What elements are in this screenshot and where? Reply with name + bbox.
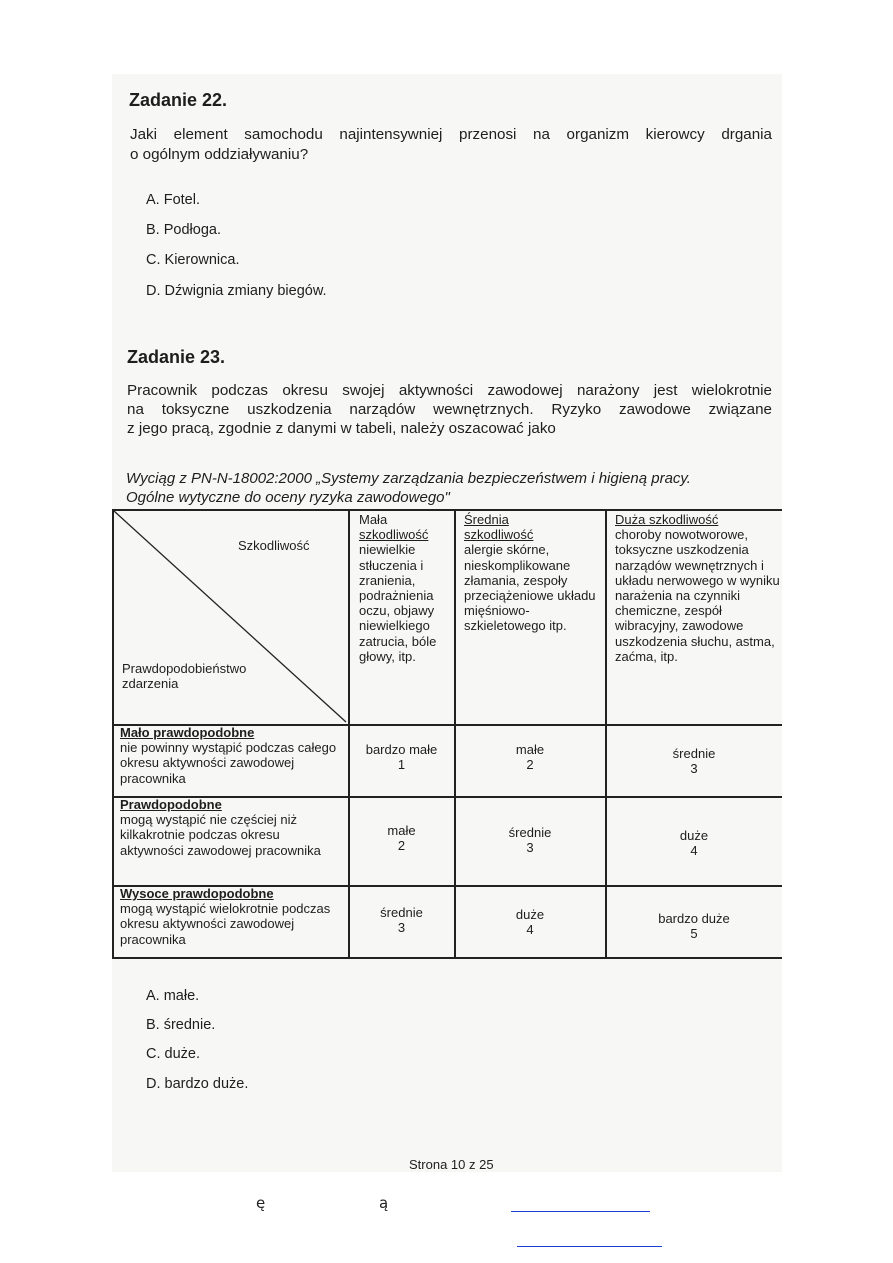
q22-question-line1: Jaki element samochodu najintensywniej przenosi na organizm kierowcy drgania (130, 126, 772, 143)
table-col-divider (605, 509, 607, 959)
corner-label-probability: Prawdopodobieństwo zdarzenia (122, 661, 247, 692)
link-underline[interactable] (511, 1211, 650, 1212)
risk-cell: małe 2 (515, 742, 545, 773)
risk-cell: małe 2 (387, 823, 416, 854)
row-title: Wysoce prawdopodobne (120, 886, 274, 901)
table-col-divider (454, 509, 456, 959)
stray-glyph: ą (379, 1194, 389, 1212)
table-source-line1: Wyciąg z PN-N-18002:2000 „Systemy zarządzania bezpieczeństwem i higieną pracy. (126, 470, 691, 487)
col-low-harm (359, 512, 451, 664)
col-medium-harm-title: Średnia (464, 512, 509, 527)
link-underline[interactable] (517, 1246, 662, 1247)
q22-question-line2: o ogólnym oddziaływaniu? (130, 146, 309, 163)
col-low-harm-title: szkodliwość (359, 527, 429, 543)
risk-cell: bardzo małe 1 (365, 742, 438, 773)
q23-option-c: C. duże. (146, 1046, 200, 1062)
row-desc: mogą wystąpić nie częściej niż kilkakrotnie podczas okresu aktywności zawodowej pracownika (120, 812, 321, 858)
col-medium-harm-title: szkodliwość (464, 527, 534, 543)
q23-title: Zadanie 23. (127, 347, 226, 367)
col-low-harm-desc: niewielkie stłuczenia i zranienia, podrażnienia oczu, objawy niewielkiego zatrucia, bóle głowy, itp. (359, 542, 437, 664)
col-high-harm-desc: choroby nowotworowe, toksyczne uszkodzenia narządów wewnętrznych i układu nerwowego w wyniku narażenia na czynniki chemiczne, zespół wibracyjny, zawodowe uszkodzenia słuchu, astma, zaćma, itp. (615, 527, 780, 664)
q22-option-d: D. Dźwignia zmiany biegów. (146, 283, 327, 299)
risk-cell: duże 4 (679, 828, 709, 859)
q23-question-line1: Pracownik podczas okresu swojej aktywności zawodowej narażony jest wielokrotnie (127, 382, 772, 399)
row-unlikely (120, 725, 346, 786)
risk-cell: duże 4 (515, 907, 545, 938)
col-high-harm (615, 512, 780, 664)
q23-question-line3: z jego pracą, zgodnie z danymi w tabeli, należy oszacować jako (127, 420, 556, 437)
q22-option-c: C. Kierownica. (146, 252, 240, 268)
table-source-line2: Ogólne wytyczne do oceny ryzyka zawodowego" (126, 489, 450, 506)
row-likely (120, 797, 346, 858)
row-desc: nie powinny wystąpić podczas całego okresu aktywności zawodowej pracownika (120, 740, 337, 786)
row-title: Mało prawdopodobne (120, 725, 255, 740)
q22-title: Zadanie 22. (129, 90, 228, 110)
stray-glyph: ę (256, 1194, 266, 1212)
risk-cell: średnie 3 (508, 825, 552, 856)
q22-option-b: B. Podłoga. (146, 222, 221, 238)
q23-question-line2: na toksyczne uszkodzenia narządów wewnętrznych. Ryzyko zawodowe związane (127, 401, 772, 418)
row-very-likely (120, 886, 346, 947)
risk-cell: bardzo duże 5 (658, 911, 730, 942)
q22-option-a: A. Fotel. (146, 192, 200, 208)
q23-option-b: B. średnie. (146, 1017, 216, 1033)
risk-table (112, 509, 782, 959)
col-medium-harm-desc: alergie skórne, nieskomplikowane złamania, zespoły przeciążeniowe układu mięśniowo-szkieletowego itp. (464, 542, 596, 634)
col-medium-harm (464, 512, 604, 634)
q23-option-a: A. małe. (146, 988, 200, 1004)
page-number: Strona 10 z 25 (409, 1157, 494, 1172)
col-low-harm-title: Mała (359, 512, 388, 527)
table-border-bottom (112, 957, 782, 959)
corner-diagonal (112, 509, 349, 725)
row-desc: mogą wystąpić wielokrotnie podczas okresu aktywności zawodowej pracownika (120, 901, 331, 947)
risk-cell: średnie 3 (672, 746, 716, 777)
row-title: Prawdopodobne (120, 797, 222, 812)
risk-cell: średnie 3 (380, 905, 423, 936)
q23-option-d: D. bardzo duże. (146, 1076, 249, 1092)
corner-label-harm: Szkodliwość (238, 538, 310, 553)
col-high-harm-title: Duża szkodliwość (615, 512, 719, 527)
